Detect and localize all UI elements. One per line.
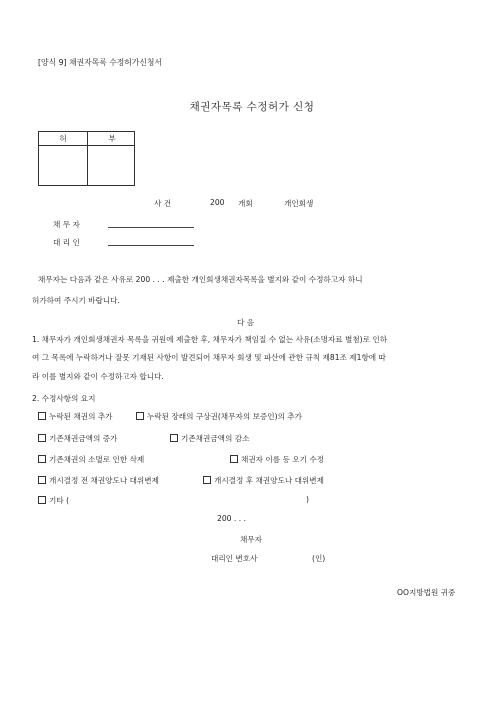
reason-line-1: 1. 채무자가 개인회생채권자 목록을 귀원에 제출한 후, 채무자가 책임질 수 없는 사유(소명자료 별첨)로 인하 bbox=[32, 335, 388, 344]
checkbox[interactable] bbox=[38, 476, 46, 484]
option-name-correction[interactable]: 채권자 이름 등 오기 수정 bbox=[230, 454, 324, 465]
document-title: 채권자목록 수정허가 신청 bbox=[189, 101, 315, 113]
checkbox[interactable] bbox=[203, 476, 211, 484]
approval-col-reject: 부 bbox=[108, 134, 116, 143]
approval-box bbox=[38, 131, 135, 186]
case-year: 200 bbox=[210, 198, 225, 207]
case-suffix: 개회 bbox=[238, 199, 253, 208]
option-missing-future-claim[interactable]: 누락된 장래의 구상권(채무자의 보증인)의 추가 bbox=[136, 411, 302, 422]
seal-mark: (인) bbox=[312, 554, 326, 563]
agent-sign: 대리인 변호사 bbox=[211, 554, 258, 563]
approval-col-approve: 허 bbox=[59, 134, 67, 143]
heading-next: 다 음 bbox=[237, 318, 255, 327]
option-missing-claim[interactable]: 누락된 채권의 추가 bbox=[38, 411, 113, 422]
reason-line-3: 라 이를 별지와 같이 수정하고자 합니다. bbox=[32, 372, 164, 381]
option-amount-decrease[interactable]: 기존채권금액의 감소 bbox=[170, 433, 249, 444]
checkbox[interactable] bbox=[136, 412, 144, 420]
checkbox[interactable] bbox=[38, 455, 46, 463]
case-type: 개인회생 bbox=[284, 199, 314, 208]
agent-line bbox=[108, 237, 194, 246]
case-label: 사 건 bbox=[154, 199, 172, 208]
form-label: [양식 9] 채권자목록 수정허가신청서 bbox=[38, 58, 162, 67]
option-transfer-before[interactable]: 개시결정 전 채권양도나 대위변제 bbox=[38, 475, 159, 486]
debtor-label: 채 무 자 bbox=[53, 220, 80, 229]
court-name: OO지방법원 귀중 bbox=[397, 588, 456, 597]
option-other-close: ) bbox=[306, 495, 309, 504]
option-claim-deletion[interactable]: 기존채권의 소멸로 인한 삭제 bbox=[38, 454, 144, 465]
checkbox[interactable] bbox=[38, 434, 46, 442]
reason-line-2: 여 그 목록에 누락하거나 잘못 기재된 사항이 발견되어 채무자 회생 및 파산에 관한 규칙 제81조 제1항에 따 bbox=[32, 353, 386, 362]
intro-line-1: 채무자는 다음과 같은 사유로 200 . . . 제출한 개인회생채권자목록을 별지와 같이 수정하고자 하니 bbox=[38, 275, 363, 284]
signer-label: 채무자 bbox=[240, 535, 263, 544]
checkbox[interactable] bbox=[38, 496, 46, 504]
checkbox[interactable] bbox=[38, 412, 46, 420]
checkbox[interactable] bbox=[230, 455, 238, 463]
intro-line-2: 허가하여 주시기 바랍니다. bbox=[32, 296, 120, 305]
option-other[interactable]: 기타 ( bbox=[38, 495, 69, 506]
option-transfer-after[interactable]: 개시결정 후 채권양도나 대위변제 bbox=[203, 475, 324, 486]
section-2-title: 2. 수정사항의 요지 bbox=[32, 394, 96, 403]
debtor-line bbox=[108, 219, 194, 228]
checkbox[interactable] bbox=[170, 434, 178, 442]
date-line: 200 . . . bbox=[217, 514, 246, 523]
option-amount-increase[interactable]: 기존채권금액의 증가 bbox=[38, 433, 117, 444]
agent-label: 대 리 인 bbox=[53, 238, 80, 247]
